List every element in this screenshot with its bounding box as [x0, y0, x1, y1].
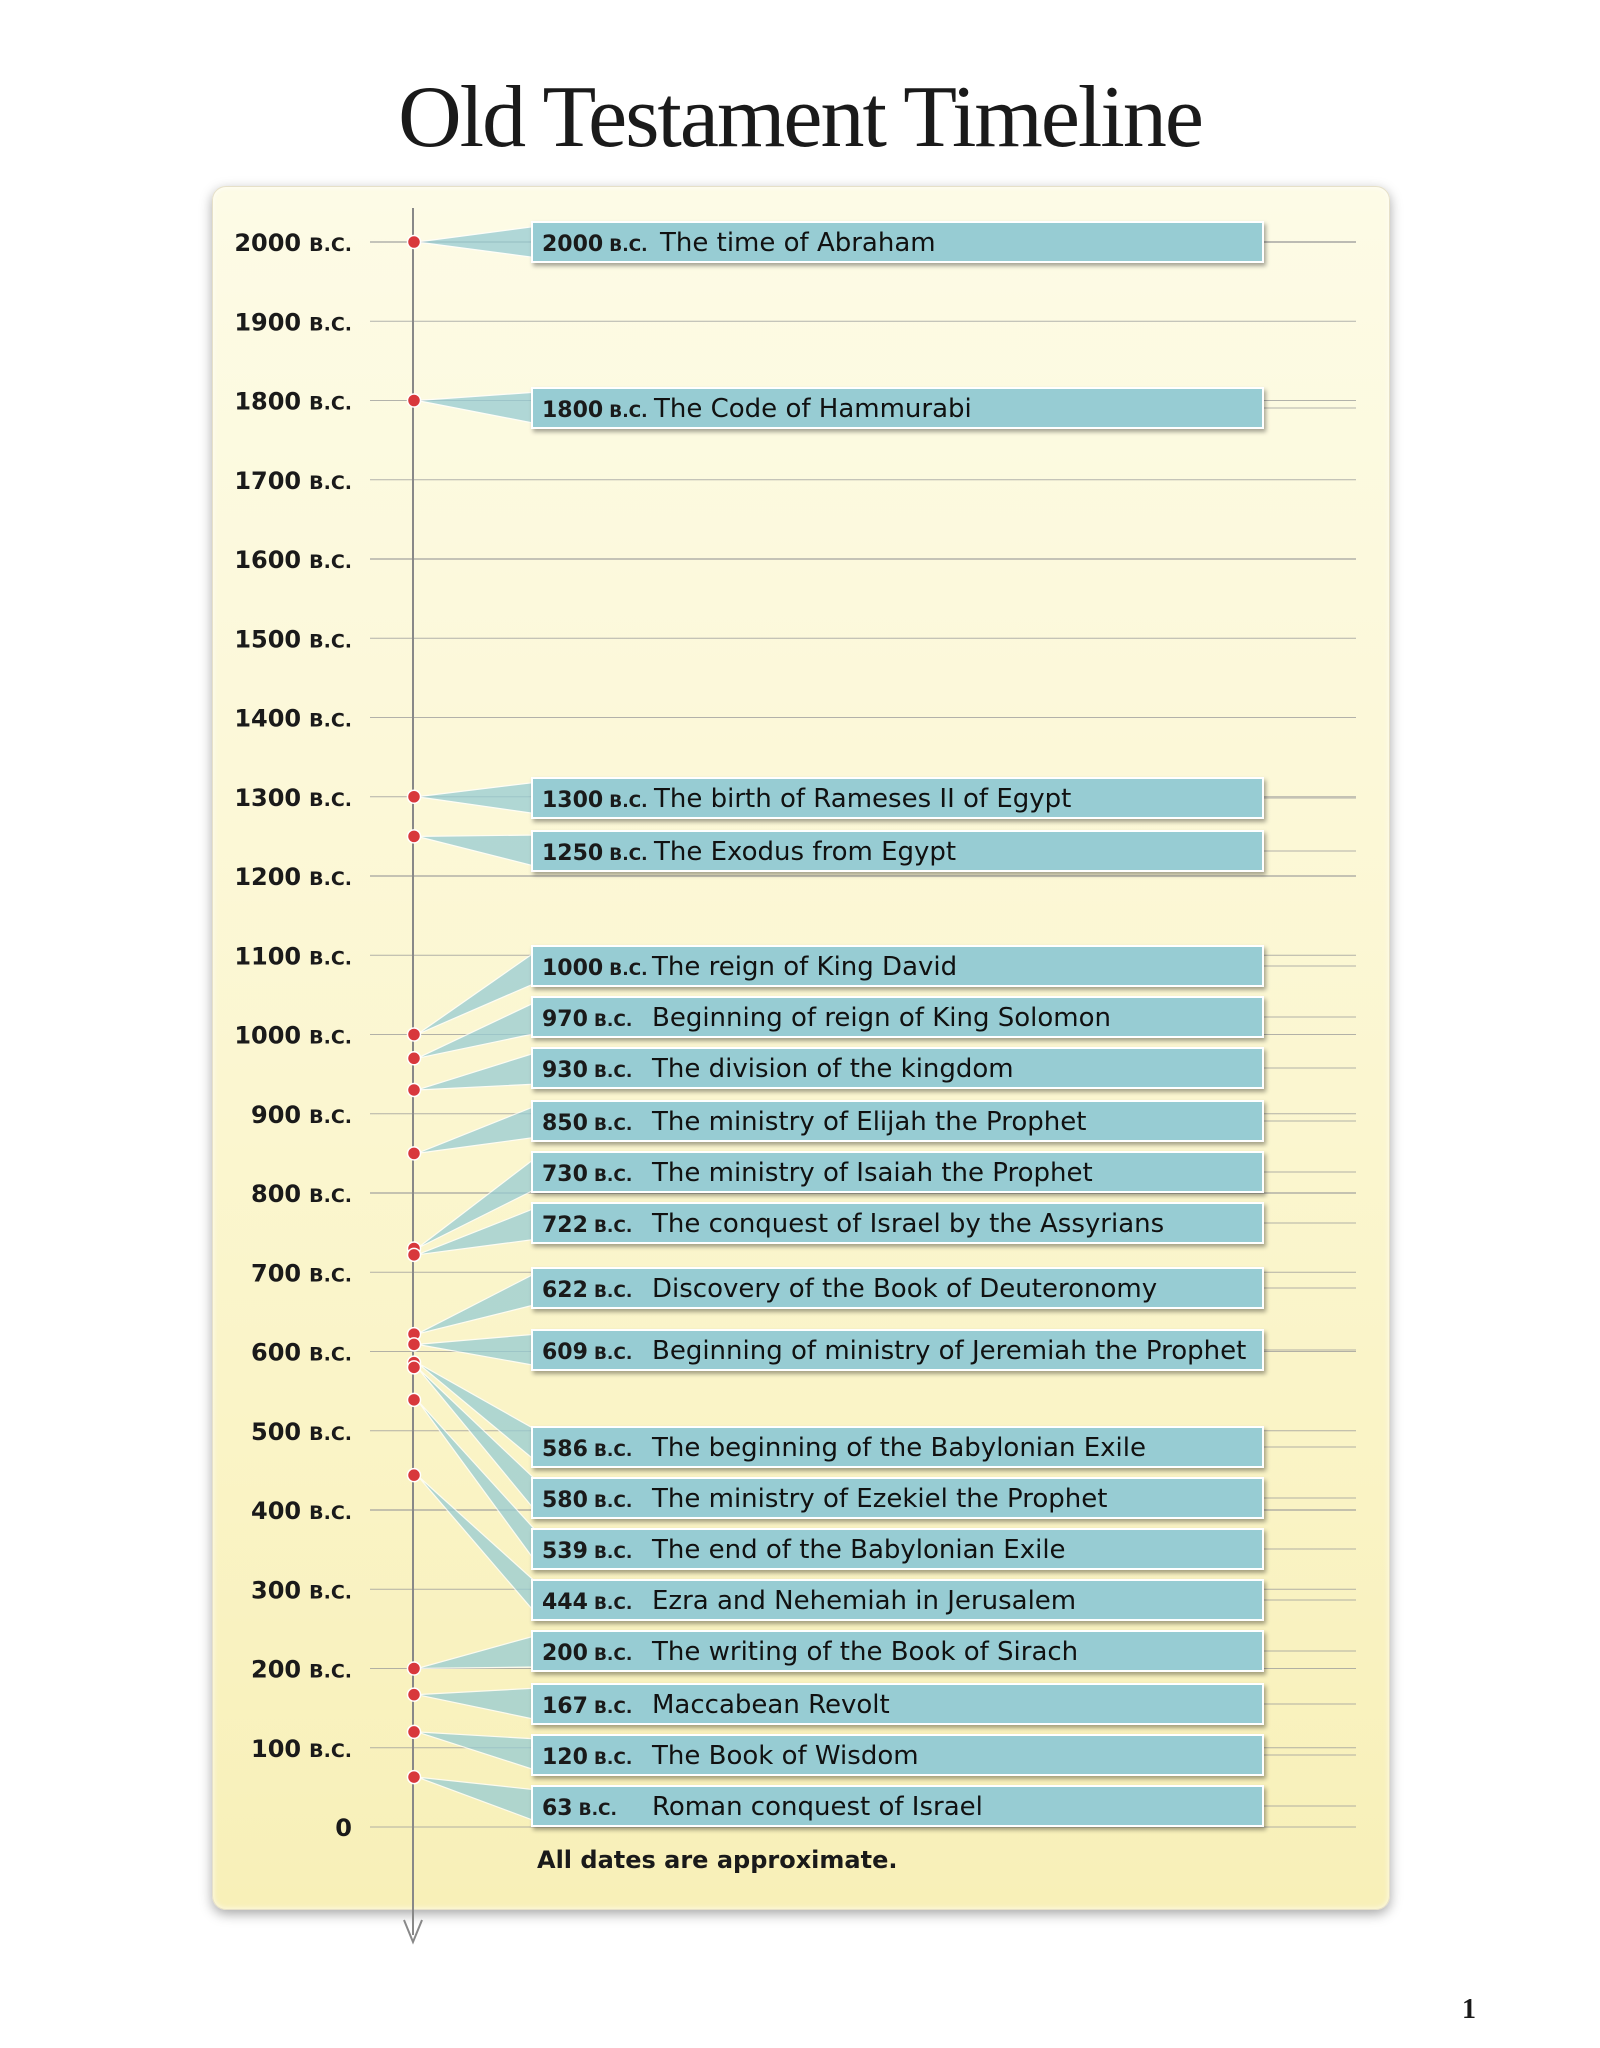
event-title: The ministry of Elijah the Prophet [652, 1107, 1087, 1137]
event-marker-1800 [408, 394, 421, 407]
event-marker-120 [408, 1725, 421, 1738]
event-title: The Book of Wisdom [652, 1741, 919, 1771]
event-marker-200 [408, 1662, 421, 1675]
event-title: The beginning of the Babylonian Exile [652, 1433, 1146, 1463]
event-title: The reign of King David [652, 952, 958, 982]
event-date: 63 B.C. [542, 1796, 617, 1821]
event-date: 167 B.C. [542, 1694, 633, 1719]
event-title: Discovery of the Book of Deuteronomy [652, 1274, 1158, 1304]
event-date: 120 B.C. [542, 1745, 633, 1770]
axis-label-800: 800 B.C. [251, 1180, 352, 1208]
axis-label-700: 700 B.C. [251, 1259, 352, 1288]
event-title: Beginning of reign of King Solomon [652, 1003, 1111, 1033]
event-date: 539 B.C. [542, 1539, 633, 1564]
event-marker-63 [408, 1771, 421, 1784]
event-title: The division of the kingdom [652, 1054, 1014, 1084]
callout-pointer [417, 835, 538, 867]
event-date: 1250 B.C. [542, 841, 648, 866]
event-box [532, 1684, 1263, 1724]
axis-label-1600: 1600 B.C. [234, 546, 352, 574]
event-marker-2000 [408, 236, 421, 249]
event-title: The ministry of Isaiah the Prophet [652, 1158, 1093, 1188]
event-title: The time of Abraham [660, 228, 936, 258]
event-marker-970 [408, 1052, 421, 1065]
event-marker-167 [408, 1688, 421, 1701]
event-date: 1800 B.C. [542, 398, 648, 423]
event-title: The Exodus from Egypt [654, 837, 957, 867]
callout-pointer [417, 1635, 538, 1669]
event-title: The Code of Hammurabi [654, 394, 972, 424]
event-title: Ezra and Nehemiah in Jerusalem [652, 1586, 1077, 1616]
event-date: 609 B.C. [542, 1340, 633, 1365]
axis-label-300: 300 B.C. [251, 1576, 352, 1605]
axis-label-1900: 1900 B.C. [234, 308, 352, 337]
dates-note: All dates are approximate. [537, 1846, 898, 1874]
event-title: Roman conquest of Israel [652, 1792, 983, 1822]
event-title: Maccabean Revolt [652, 1690, 890, 1720]
page-number: 1 [1462, 1994, 1476, 2025]
event-title: The birth of Rameses II of Egypt [654, 784, 1072, 814]
axis-label-100: 100 B.C. [251, 1734, 352, 1763]
axis-label-500: 500 B.C. [251, 1417, 352, 1446]
event-marker-580 [408, 1361, 421, 1374]
axis-label-900: 900 B.C. [251, 1100, 352, 1129]
callout-pointer [417, 1052, 538, 1090]
event-date: 970 B.C. [542, 1007, 633, 1032]
callout-pointer [417, 392, 538, 424]
event-marker-850 [408, 1147, 421, 1160]
axis-label-1100: 1100 B.C. [234, 942, 352, 971]
callout-pointer [417, 1777, 538, 1822]
event-marker-444 [408, 1469, 421, 1482]
axis-label-1400: 1400 B.C. [234, 704, 352, 733]
callout-pointer [417, 1363, 538, 1463]
event-marker-539 [408, 1393, 421, 1406]
event-date: 1000 B.C. [542, 956, 648, 981]
callout-pointers [417, 226, 538, 1822]
axis-label-1200: 1200 B.C. [234, 863, 352, 891]
event-title: The conquest of Israel by the Assyrians [652, 1209, 1165, 1239]
event-date: 930 B.C. [542, 1058, 633, 1083]
callout-pointer [417, 1105, 538, 1153]
event-date: 580 B.C. [542, 1488, 633, 1513]
event-marker-1300 [408, 790, 421, 803]
event-marker-930 [408, 1083, 421, 1096]
axis-label-1300: 1300 B.C. [234, 783, 352, 812]
time-axis [404, 208, 422, 1942]
event-date: 586 B.C. [542, 1437, 633, 1462]
callout-pointer [417, 782, 538, 814]
event-title: The writing of the Book of Sirach [652, 1637, 1079, 1667]
axis-label-600: 600 B.C. [251, 1338, 352, 1367]
axis-label-200: 200 B.C. [251, 1655, 352, 1684]
axis-label-0: 0 [335, 1814, 352, 1842]
event-date: 730 B.C. [542, 1162, 633, 1187]
event-title: The ministry of Ezekiel the Prophet [652, 1484, 1108, 1514]
callout-pointer [417, 1475, 538, 1616]
axis-label-1000: 1000 B.C. [234, 1021, 352, 1050]
callout-pointer [417, 1732, 538, 1771]
event-marker-1250 [408, 830, 421, 843]
callout-pointer [417, 1334, 538, 1366]
event-date: 622 B.C. [542, 1278, 633, 1303]
event-date: 850 B.C. [542, 1111, 633, 1136]
event-date: 444 B.C. [542, 1590, 633, 1615]
axis-labels [234, 229, 352, 1842]
event-marker-1000 [408, 1028, 421, 1041]
axis-label-400: 400 B.C. [251, 1497, 352, 1525]
event-marker-609 [408, 1338, 421, 1351]
page-title: Old Testament Timeline [398, 69, 1202, 166]
event-date: 200 B.C. [542, 1641, 633, 1666]
callout-pointer [417, 1001, 538, 1058]
callout-pointer [417, 226, 538, 258]
callout-pointer [417, 1688, 538, 1720]
event-title: The end of the Babylonian Exile [652, 1535, 1066, 1565]
event-marker-722 [408, 1248, 421, 1261]
axis-label-1800: 1800 B.C. [234, 387, 352, 416]
callout-pointer [417, 1272, 538, 1334]
callout-boxes [532, 222, 1263, 1826]
axis-label-1500: 1500 B.C. [234, 625, 352, 654]
event-title: Beginning of ministry of Jeremiah the Prophet [652, 1336, 1247, 1366]
axis-label-2000: 2000 B.C. [234, 229, 352, 257]
event-date: 1300 B.C. [542, 788, 648, 813]
event-date: 2000 B.C. [542, 232, 648, 257]
axis-label-1700: 1700 B.C. [234, 466, 352, 495]
event-date: 722 B.C. [542, 1213, 633, 1238]
